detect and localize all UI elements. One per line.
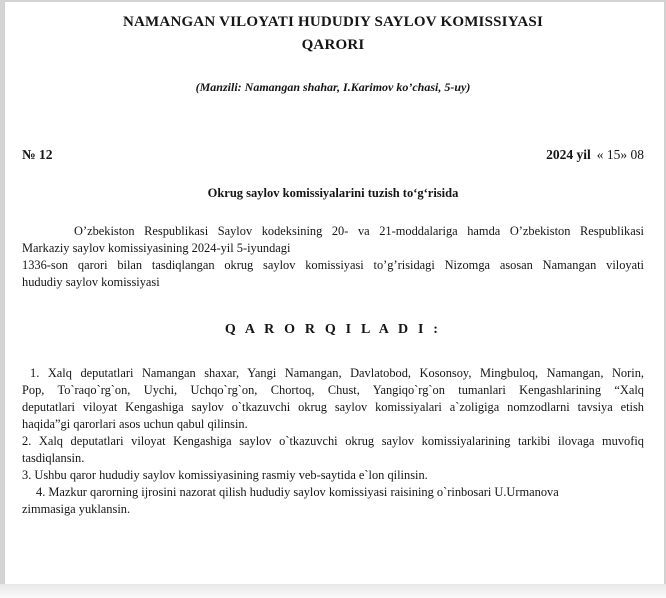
page-bottom-edge [0,584,666,598]
decision-year: 2024 yil [546,147,591,162]
preamble-line: hududiy saylov komissiyasi [22,275,160,289]
item-line: 1. Xalq deputatlari Namangan shaxar, Yangi Namangan, Davlatobod, Kosonsoy, Mingbuloq, Namangan, Norin, [30,366,644,380]
preamble [22,223,644,291]
item-line: 2. Xalq deputatlari viloyat Kengashiga saylov o`tkazuvchi okrug saylov komissiyalarining tarkibi ilovaga muvofiq [22,434,644,448]
item-line: Pop, To`raqo`rg`on, Uychi, Uchqo`rg`on, Chortoq, Chust, Yangiqo`rg`on tumanlari Kengashlarining “Xalq [22,383,644,397]
decision-day-month: « 15» 08 [596,147,644,162]
item-line: deputatlari viloyat Kengashiga saylov o`tkazuvchi okrug saylov komissiyalari a`zoligiga nomzodlarni tavsiya etish [22,400,644,414]
preamble-line: O’zbekiston Respublikasi Saylov kodeksining 20- va 21-moddalariga hamda O’zbekiston Respublikasi [74,224,644,238]
decision-items [22,365,644,518]
decision-number: № 12 [22,147,53,162]
item-line: zimmasiga yuklansin. [22,502,131,516]
decision-item-3 [22,467,644,484]
address-line: (Manzili: Namangan shahar, I.Karimov ko’chasi, 5-uy) [195,80,471,94]
item-line: tasdiqlansin. [22,451,85,465]
item-line: 4. Mazkur qarorning ijrosini nazorat qilish hududiy saylov komissiyasi raisining o`rinbosari U.Urmanova [36,485,559,499]
decision-item-1 [22,365,644,433]
document-title: NAMANGAN VILOYATI HUDUDIY SAYLOV KOMISSIYASI [122,14,543,30]
decision-item-2 [22,433,644,467]
document-type: QARORI [301,37,365,53]
decision-heading: Q A R O R Q I L A D I : [224,322,442,337]
decision-subject: Okrug saylov komissiyalarini tuzish to‘g‘risida [207,186,459,200]
decision-item-4 [22,484,644,518]
decision-date [546,147,644,163]
item-line: haqida”gi qarorlari asos uchun qabul qilinsin. [22,417,248,431]
preamble-line: 1336-son qarori bilan tasdiqlangan okrug saylov komissiyasi to’g’risidagi Nizomga asosan Namangan viloyati [22,258,644,272]
item-line: 3. Ushbu qaror hududiy saylov komissiyasining rasmiy veb-saytida e`lon qilinsin. [22,468,428,482]
preamble-line: Markaziy saylov komissiyasining 2024-yil 5-iyundagi [22,241,291,255]
